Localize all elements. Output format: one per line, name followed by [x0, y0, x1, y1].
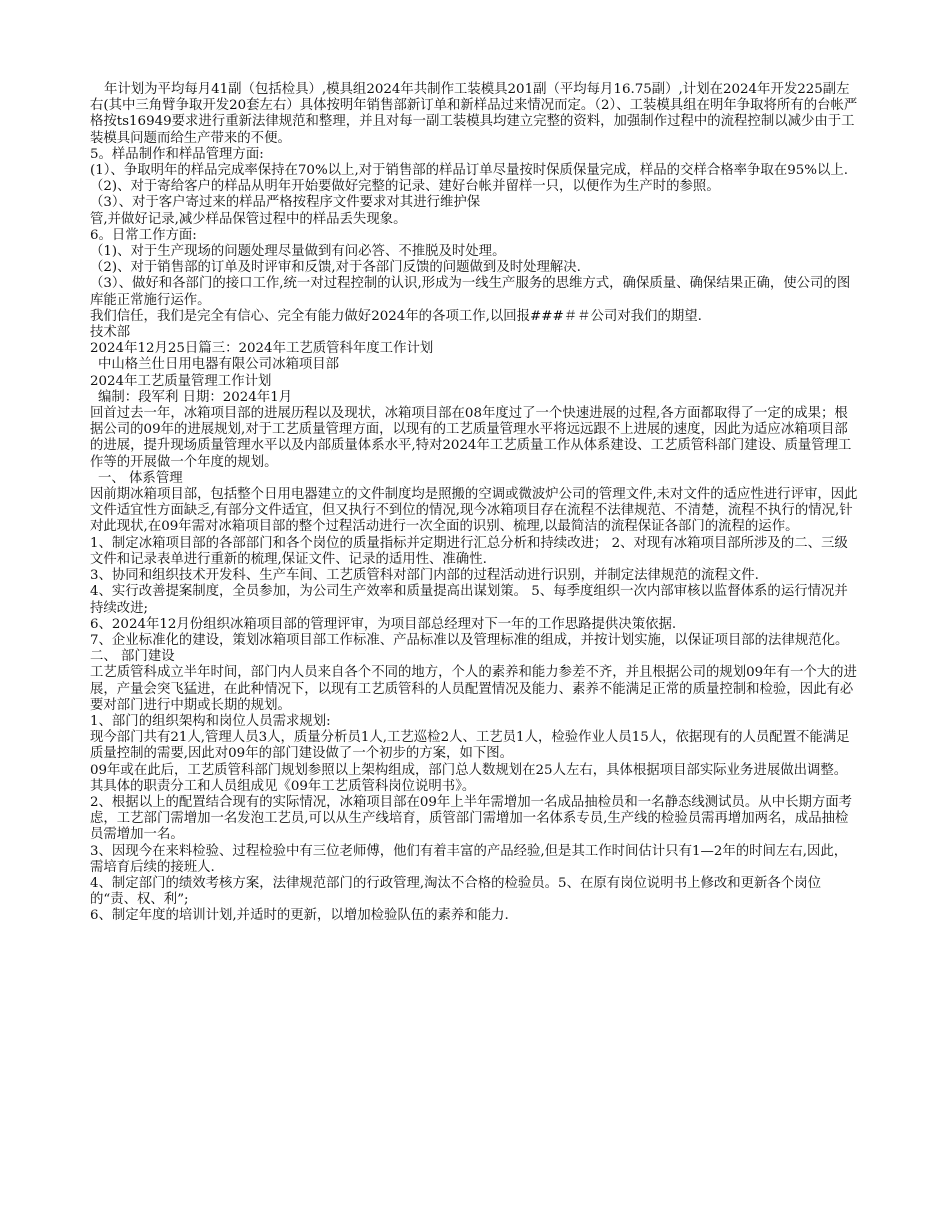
paragraph-system-1-2: 1、制定冰箱项目部的各部部门和各个岗位的质量指标并定期进行汇总分析和持续改进； 2、对现有冰箱项目部所涉及的二、三级文件和记录表单进行重新的梳理,保证文件、记录的适用性、准确性.	[90, 535, 848, 567]
paragraph-system-6: 6、2024年12月份组织冰箱项目部的管理评审，为项目部总经理对下一年的工作思路提供决策依据.	[90, 616, 677, 632]
paragraph-sample-3a: （3）、对于客户寄过来的样品严格按程序文件要求对其进行维护保	[90, 195, 481, 211]
paragraph-mold-plan: 年计划为平均每月41副（包括检具）,模具组2024年共制作工装模具201副（平均每月16.75副）,计划在2024年开发225副左右(其中三角臂争取开发20套左右）具体按明年销售部新订单和新样品过来情况而定。（2）、工装模具组在明年争取将所有的台帐严格按ts16949要求进行重新法律规范和整理，并且对每一副工装模具均建立完整的资料，加强制作过程中的流程控制以减少由于工装模具问题而给生产带来的不便。	[90, 82, 858, 146]
paragraph-department-2: 2、根据以上的配置结合现有的实际情况，冰箱项目部在09年上半年需增加一名成品抽检员和一名静态线测试员。从中长期方面考虑，工艺部门需增加一名发泡工艺员,可以从生产线培育，质管部门需增加一名体系专员,生产线的检验员需再增加两名，成品抽检员需增加一名。	[90, 794, 853, 843]
section-heading-department: 二、 部门建设	[90, 649, 175, 665]
author-date: 编制：段军利 日期：2024年1月	[98, 389, 293, 405]
heading-sample-management: 5。样品制作和样品管理方面:	[90, 146, 264, 162]
date-and-title: 2024年12月25日篇三：2024年工艺质管科年度工作计划	[90, 341, 434, 357]
paragraph-department-6: 6、制定年度的培训计划,并适时的更新，以增加检验队伍的素养和能力.	[90, 908, 509, 924]
paragraph-sample-1: (1）、争取明年的样品完成率保持在70%以上,对于销售部的样品订单尽量按时保质保量完成，样品的交样合格率争取在95%以上.（2)、对于寄给客户的样品从明年开始要做好完整的记录、建好台帐并留样一只，以便作为生产时的参照。	[90, 163, 849, 195]
paragraph-department-4-5: 4、制定部门的绩效考核方案，法律规范部门的行政管理,淘汰不合格的检验员。5、在原有岗位说明书上修改和更新各个岗位的“责、权、利”;	[90, 875, 821, 908]
paragraph-daily-2: （2)、对于销售部的订单及时评审和反馈,对于各部门反馈的问题做到及时处理解决.	[90, 260, 581, 276]
paragraph-confidence: 我们信任，我们是完全有信心、完全有能力做好2024年的各项工作,以回报###＃＃公司对我们的期望.	[90, 308, 702, 324]
paragraph-09-plan: 09年或在此后，工艺质管科部门规划参照以上架构组成，部门总人数规划在25人左右，具体根据项目部实际业务进展做出调整。其具体的职责分工和人员组成见《09年工艺质管科岗位说明书》。	[90, 762, 848, 794]
heading-daily-work: 6。日常工作方面:	[90, 227, 197, 243]
paragraph-system-4-5: 4、实行改善提案制度，全员参加，为公司生产效率和质量提高出谋划策。 5、每季度组织一次内部审核以监督体系的运行情况并持续改进;	[90, 584, 848, 616]
signature-department: 技术部	[90, 325, 131, 341]
paragraph-system-intro: 因前期冰箱项目部，包括整个日用电器建立的文件制度均是照搬的空调或微波炉公司的管理文件,未对文件的适应性进行评审，因此文件适宜性方面缺乏,有部分文件适宜，但又执行不到位的情况,现今冰箱项目存在流程不法律规范、不清楚，流程不执行的情况,针对此现状,在09年需对冰箱项目部的整个过程活动进行一次全面的识别、梳理,以最简洁的流程保证各部门的流程的运作。	[90, 487, 858, 535]
paragraph-daily-1: （1)、对于生产现场的问题处理尽量做到有问必答、不推脱及时处理。	[90, 244, 506, 260]
paragraph-department-intro: 工艺质管科成立半年时间，部门内人员来自各个不同的地方，个人的素养和能力参差不齐，并且根据公司的规划09年有一个大的进展，产量会突飞猛进，在此种情况下，以现有工艺质管科的人员配置情况及能力、素养不能满足正常的质量控制和检验，因此有必要对部门进行中期或长期的规划。	[90, 665, 857, 713]
paragraph-system-7: 7、企业标准化的建设，策划冰箱项目部工作标准、产品标准以及管理标准的组成，并按计划实施，以保证项目部的法律规范化。	[90, 632, 849, 648]
company-name: 中山格兰仕日用电器有限公司冰箱项目部	[98, 357, 340, 373]
paragraph-daily-3: （3）、做好和各部门的接口工作,统一对过程控制的认识,形成为一线生产服务的思维方式，确保质量、确保结果正确，使公司的图库能正常施行运作。	[90, 276, 851, 308]
paragraph-review: 回首过去一年，冰箱项目部的进展历程以及现状，冰箱项目部在08年度过了一个快速进展的过程,各方面都取得了一定的成果；根据公司的09年的进展规划,对于工艺质量管理方面，以现有的工艺质量管理水平将远远跟不上进展的速度，因此为适应冰箱项目部的进展，提升现场质量管理水平以及内部质量体系水平,特对2024年工艺质量工作从体系建设、工艺质管科部门建设、质量管理工作等的开展做一个年度的规划。	[90, 406, 852, 470]
paragraph-sample-3b: 管,并做好记录,减少样品保管过程中的样品丢失现象。	[90, 211, 407, 227]
paragraph-department-1: 1、部门的组织架构和岗位人员需求规划:	[90, 713, 331, 729]
paragraph-system-3: 3、协同和组织技术开发科、生产车间、工艺质管科对部门内部的过程活动进行识别，并制定法律规范的流程文件.	[90, 568, 759, 584]
paragraph-department-3: 3、因现今在来料检验、过程检验中有三位老师傅，他们有着丰富的产品经验,但是其工作时间估计只有1—2年的时间左右,因此，需培育后续的接班人.	[90, 843, 848, 875]
plan-title: 2024年工艺质量管理工作计划	[90, 373, 272, 389]
paragraph-staff: 现今部门共有21人,管理人员3人，质量分析员1人,工艺巡检2人、工艺员1人，检验作业人员15人，依据现有的人员配置不能满足质量控制的需要,因此对09年的部门建设做了一个初步的方案，如下图。	[90, 730, 850, 762]
section-heading-system: 一、 体系管理	[98, 470, 183, 486]
